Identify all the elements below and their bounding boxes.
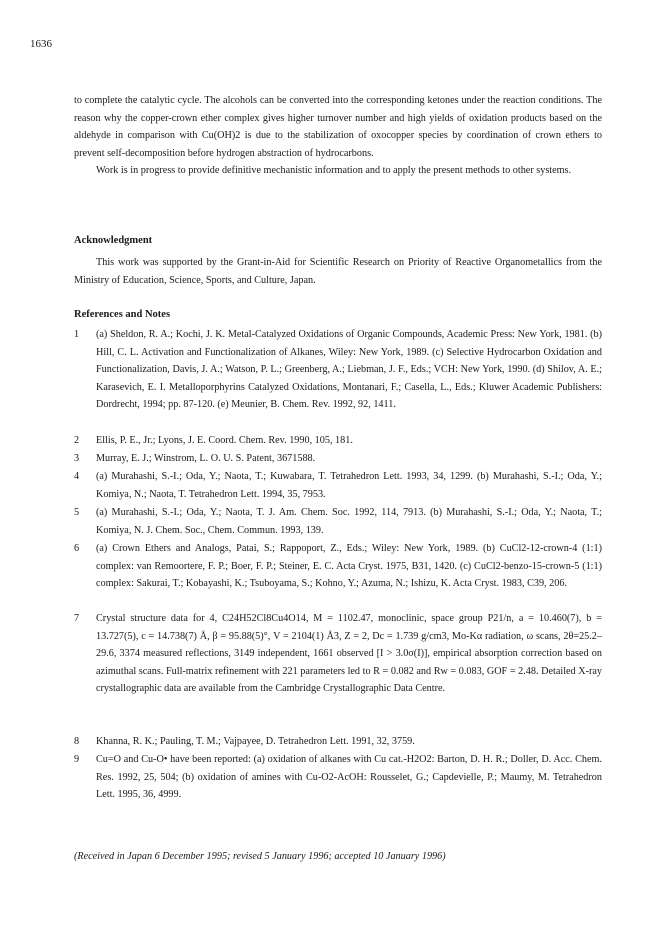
reference-text: Murray, E. J.; Winstrom, L. O. U. S. Patent, 3671588. [96, 453, 316, 464]
reference-item [74, 468, 602, 503]
reference-text: Ellis, P. E., Jr.; Lyons, J. E. Coord. Chem. Rev. 1990, 105, 181. [96, 435, 353, 446]
references-heading: References and Notes [74, 309, 171, 320]
reference-item [74, 540, 602, 593]
acknowledgment-text: This work was supported by the Grant-in-Aid for Scientific Research on Priority of Reactive Organometallics from the Ministry of Education, Science, Sports, and Culture, Japan. [74, 257, 602, 286]
reference-item [74, 504, 602, 539]
reference-number: 3 [74, 453, 80, 464]
received-dates: (Received in Japan 6 December 1995; revised 5 January 1996; accepted 10 January 1996) [74, 851, 446, 862]
reference-item [74, 610, 602, 698]
reference-number: 9 [74, 754, 80, 765]
acknowledgment-heading: Acknowledgment [74, 235, 153, 246]
reference-number: 1 [74, 329, 80, 340]
reference-text: Khanna, R. K.; Pauling, T. M.; Vajpayee, D. Tetrahedron Lett. 1991, 32, 3759. [96, 736, 415, 747]
reference-number: 8 [74, 736, 80, 747]
body-text [74, 92, 602, 180]
reference-text: Crystal structure data for 4, C24H52Cl8Cu4O14, M = 1102.47, monoclinic, space group P21/n, a = 10.460(7), b = 13.727(5), c = 14.738(7) Å, β = 95.88(5)°, V = 2104(1) Å3, Z = 2, Dc = 1.739 g/cm3, Mo-Kα radiation, ω scans, 2θ=25.2–29.6, 3374 measured reflections, 3149 independent, 1661 observed [I > 3.0σ(I)], empirical absorption correction based on azimuthal scans. Full-matrix refinement with 221 parameters led to R = 0.082 and Rw = 0.083, GOF = 2.48. Detailed X-ray crystallographic data are available from the Cambridge Crystallographic Data Centre. [96, 613, 602, 695]
reference-text: (a) Murahashi, S.-I.; Oda, Y.; Naota, T. J. Am. Chem. Soc. 1992, 114, 7913. (b) Murahashi, S.-I.; Oda, Y.; Naota, T.; Komiya, N. J. Chem. Soc., Chem. Commun. 1993, 139. [96, 507, 602, 536]
reference-item [74, 751, 602, 804]
reference-number: 6 [74, 543, 80, 554]
reference-number: 7 [74, 613, 80, 624]
reference-item [74, 450, 602, 468]
reference-number: 5 [74, 507, 80, 518]
reference-text: (a) Sheldon, R. A.; Kochi, J. K. Metal-Catalyzed Oxidations of Organic Compounds, Academic Press: New York, 1981. (b) Hill, C. L. Activation and Functionalization of Alkanes, Wiley: New York, 1989. (c) Selective Hydrocarbon Oxidation and Functionalization, Davis, J. A.; Watson, P. L.; Greenberg, A.; Liebman, J. F., Eds.; VCH: New York, 1990. (d) Shilov, A. E.; Karasevich, E. I. Metalloporphyrins Catalyzed Oxidations, Montanari, F.; Casella, L., Eds.; Kluwer Academic Publishers: Dordrecht, 1994; pp. 87-120. (e) Meunier, B. Chem. Rev. 1992, 92, 1411. [96, 329, 602, 411]
reference-number: 2 [74, 435, 80, 446]
reference-number: 4 [74, 471, 80, 482]
paragraph-2: Work is in progress to provide definitive mechanistic information and to apply the present methods to other systems. [96, 165, 572, 177]
paragraph-1: to complete the catalytic cycle. The alcohols can be converted into the corresponding ketones under the reaction conditions. The reason why the copper-crown ether complex gives higher turnover number and high yields of oxidation products based on the aldehyde in comparison with Cu(OH)2 is due to the stabilization of oxocopper species by coordination of crown ethers to prevent self-decomposition before hydrogen abstraction of hydrocarbons. [74, 95, 602, 159]
reference-text: Cu=O and Cu-O• have been reported: (a) oxidation of alkanes with Cu cat.-H2O2: Barton, D. H. R.; Doller, D. Acc. Chem. Res. 1992, 25, 504; (b) oxidation of amines with Cu-O2-AcOH: Rousselet, G.; Capdevielle, P.; Maumy, M. Tetrahedron Lett. 1995, 36, 4999. [96, 754, 602, 801]
reference-item [74, 326, 602, 414]
reference-text: (a) Crown Ethers and Analogs, Patai, S.; Rappoport, Z., Eds.; Wiley: New York, 1989. (b) CuCl2-12-crown-4 (1:1) complex: van Remoortere, F. P.; Boer, F. P.; Steiner, E. C. Acta Cryst. 1975, B31, 1420. (c) CuCl2-benzo-15-crown-5 (1:1) complex: Sakurai, T.; Kobayashi, K.; Tsuboyama, S.; Kohno, Y.; Azuma, N.; Ishizu, K. Acta Cryst. 1983, C39, 206. [96, 543, 602, 590]
page-number: 1636 [30, 38, 52, 50]
reference-text: (a) Murahashi, S.-I.; Oda, Y.; Naota, T.; Kuwabara, T. Tetrahedron Lett. 1993, 34, 1299. (b) Murahashi, S.-I.; Oda, Y.; Komiya, N.; Naota, T. Tetrahedron Lett. 1994, 35, 7953. [96, 471, 602, 500]
reference-item [74, 733, 602, 751]
reference-item [74, 432, 602, 450]
